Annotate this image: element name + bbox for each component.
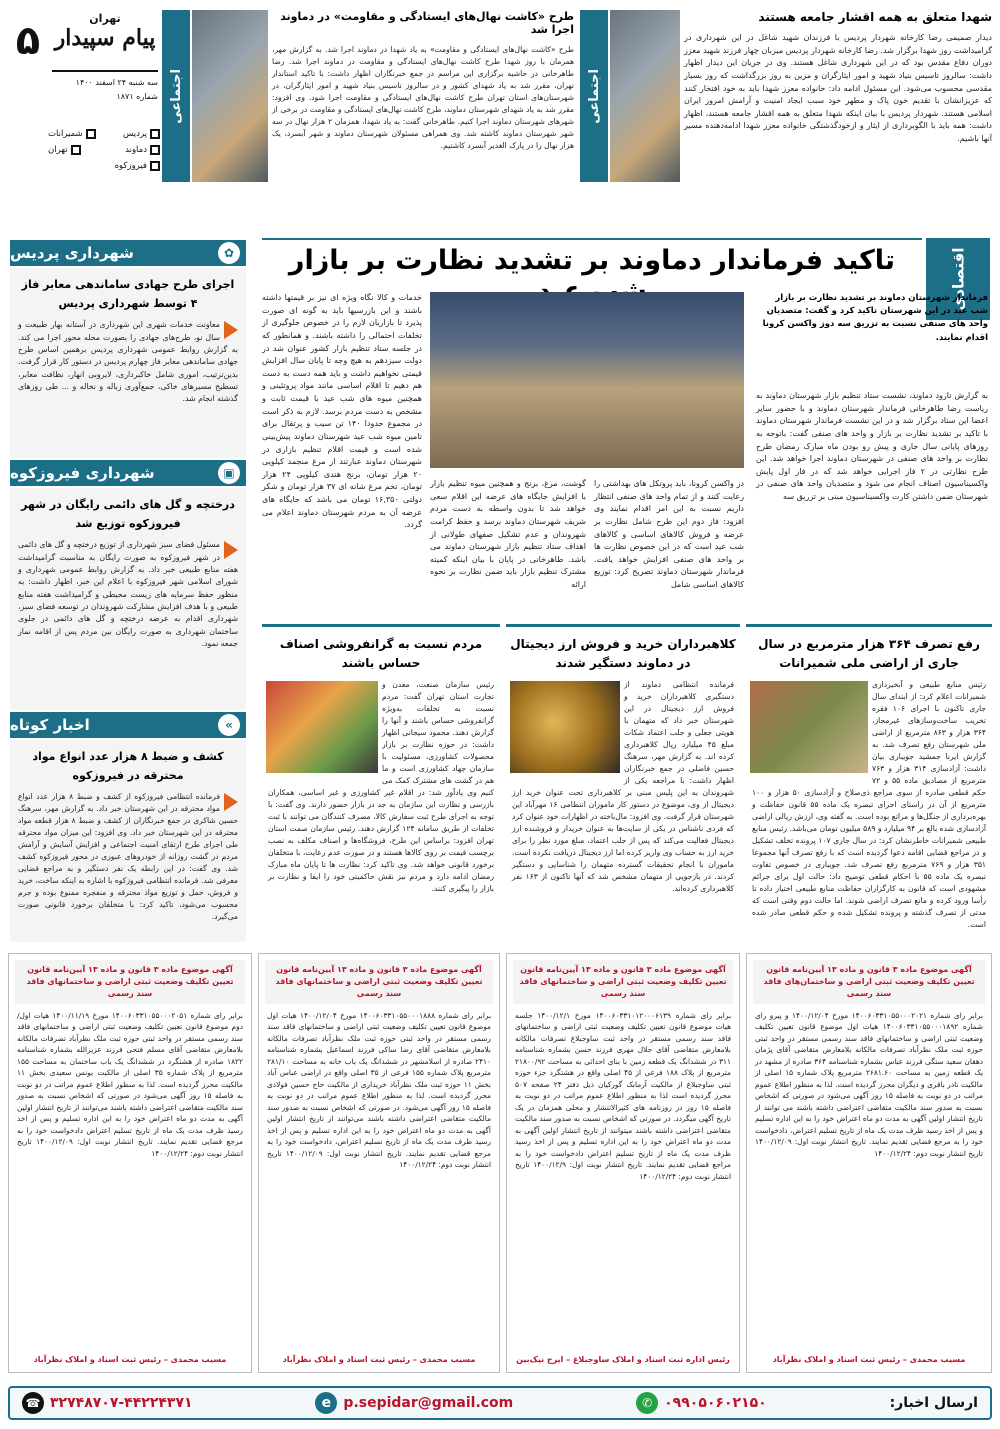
lead-headline: تاکید فرماندار دماوند بر تشدید نظارت بر بازار bbox=[288, 245, 896, 276]
headline: درختچه و گل های دائمی رایگان در شهر فیروزکوه توزیع شد bbox=[21, 498, 235, 530]
sidebar-news-box bbox=[10, 740, 246, 942]
body-text: طرح «کاشت نهال‌های ایستادگی و مقاومت» به یاد شهدا در دماوند اجرا شد. به گزارش مهر، همزمان با روز شهدا طرح کاشت نهال‌های ایستادگی و مقاومت در دماوند اجرا شد. رضا طاهرخانی در حاشیه برگزاری این مراسم در جمع خبرنگاران اظهار داشت: با تاکید استاندار تهران، مقرر شد به یاد شهدای کشور و در سالروز تاسیس بنیاد شهید و امور ایثارگران، در شهرستان‌های استان تهران طرح کاشت نهال‌های ایستادگی و مقاومت اجرا شود. وی افزود: مقرر شد به یاد شهدای شهرستان دماوند، طرح کاشت نهال‌های ایستادگی و مقاومت در برخی از شهرهای شهرستان دماوند اجرا کنیم. طاهرخانی گفت: به یاد شهدا، همزمان ۲ هزار نهال در سه شهر شهرستان دماوند کاشته شد. وی همراهی مسئولان شهرستان دماوند و شهر آبسرد، یک هزار نهال را در پارک الغدیر آبسرد کاشتیم. bbox=[272, 45, 574, 150]
ad-signature: مسیب محمدی – رئیس ثبت اسناد و املاک نظرآباد bbox=[772, 1355, 966, 1364]
email-icon: e bbox=[315, 1392, 337, 1414]
issue-number: شماره ۱۸۷۱ bbox=[116, 92, 158, 101]
region-pardis: پردیس bbox=[123, 126, 160, 142]
ad-signature: مسیب محمدی – رئیس ثبت اسناد و املاک نظرآباد bbox=[282, 1355, 476, 1364]
sub-story-1-photo bbox=[750, 681, 868, 773]
headline: اجرای طرح جهادی ساماندهی معابر فاز ۴ توسط شهرداری پردیس bbox=[21, 278, 235, 310]
firuzkuh-logo-icon: ▣ bbox=[218, 462, 240, 484]
page-number: ۵ bbox=[15, 18, 41, 64]
pardis-logo-icon: ✿ bbox=[218, 242, 240, 264]
section-label: اجتماعی bbox=[168, 68, 184, 124]
email-address[interactable]: p.sepidar@gmail.com bbox=[343, 1395, 514, 1411]
sidebar-header-news bbox=[10, 712, 246, 738]
lead-col-3: گوشت، مرغ، برنج و همچنین میوه تنظیم بازار با افزایش جایگاه های عرضه این اقلام سعی خواهد شد تا بدون واسطه به دست مردم شریف شهرستان دماوند برسد و حفظ کرامت شهروندان و عدم تشکیل صفهای طولانی از اهداف ستاد تنظیم بازار شهرستان دماوند می باشد. طاهرخانی در پایان با بیان اینکه کمیته مشترک تنظیم بازار باید ضمن نظارت بر نحوه ارائه bbox=[430, 479, 586, 589]
news-icon: » bbox=[218, 714, 240, 736]
lead-col-2: دز واکسن کرونا، باید پروتکل های بهداشتی را رعایت کنند و از تمام واحد های صنفی انتظار داریم نسبت به این امر اقدام نمایند وی افزود: فاز دوم این طرح شامل نظارت بر عرضه و فروش کالاهای اساسی و کالاهای شب عید است که در این خصوص نظارت ها بر واحد های صنفی افزایش خواهد یافت. فرماندار شهرستان دماوند تصریح کرد: توزیع کالاهای اساسی شامل bbox=[594, 479, 744, 589]
ad-title: آگهی موضوع ماده ۳ قانون و ماده ۱۳ آیین‌نامه قانون تعیین تکلیف وضعیت ثبتی اراضی و ساختمان‌های فاقد سند رسمی bbox=[753, 960, 985, 1004]
ad-body: برابر رای شماره ۱۴۰۰۶۰۳۳۱۰۵۵۰۰۰۲۰۲۱ مورخ ۱۴۰۰/۱۲/۰۴ و پیرو رای شماره ۱۴۰۰۶۰۳۳۱۰۵۵۰۰۰۱۸۹۲ هیات اول موضوع قانون تعیین تکلیف وضعیت ثبتی اراضی و ساختمانهای فاقد سند رسمی مستقر در واحد ثبتی حوزه ثبت ملک نظرآباد تصرفات مالکانه بلامعارض متقاضی آقای پژمان دهقان سعید ستگی فرزند عباس بشماره شناسنامه ۳۶۴ صادره از مشهد در یک قطعه زمین به مساحت ۲۶۸۱.۶۰ مترمربع پلاک شماره ۱۵ اصلی از مالکیت نادر باقری و دیگران محرز گردیده است. لذا به منظور اطلاع عموم مراتب در دو نوبت به فاصله ۱۵ روز آگهی می‌شود در صورتی که اشخاص نسبت به صدور سند مالکیت متقاضی اعتراضی داشته باشند می توانند از تاریخ انتشار اولین آگهی به مدت دو ماه اعتراض خود را به این اداره تسلیم و پس از اخذ رسید ظرف مدت یک ماه از تاریخ تسلیم اعتراض، دادخواست خود را به مرجع قضایی تقدیم نمایند. تاریخ انتشار نوبت اول: ۱۴۰۰/۱۲/۰۹ تاریخ انتشار نوبت دوم: ۱۴۰۰/۱۲/۲۴ bbox=[755, 1011, 984, 1158]
section-bar-social-2 bbox=[162, 10, 190, 182]
logo-small-text: تهران bbox=[89, 12, 121, 25]
logo bbox=[52, 12, 158, 72]
lead-col-4: خدمات و کالا نگاه ویژه ای نیز بر قیمتها داشته باشند و این بازرسیها باید به گونه ای صورت پذیرد تا بازاریان لازم را در خصوص جلوگیری از تخلفات احتمالی را داشته باشند. و همانطور که در جلسه ستاد تنظیم بازار کشور عنوان شد در دولت سیزدهم به هیچ وجه تا پایان سال افزایش قیمتی نخواهیم داشت و باید همه دست به دست هم دهیم تا اقلام اساسی مانند مواد پروتئینی و همچنین میوه های شب عید با قیمت ثابت و مشخص به دست مردم برسد. لازم به ذکر است در مجموع حدودا ۱۴۰ تن سیب و پرتقال برای تامین میوه شب عید شهرستان دماوند پیش‌بینی شده است و قیمت اقلام تنظیم بازاری در شهرستان دماوند عبارتند از مرغ منجمد کیلویی ۲۰ هزار تومان، برنج هندی کیلویی ۲۴ هزار تومان، تخم مرغ شانه ای ۳۷ هزار تومان و شکر دولتی ۱۶,۳۵۰ تومان می باشد که جایگاه های عرضه آن به مردم شهرستان دماوند اعلام می گردد. bbox=[262, 293, 422, 530]
body-text: مسئول فضای سبز شهرداری از توزیع درختچه و گل های دائمی در شهر فیروزکوه به صورت رایگان به مناسبت گرامیداشت هفته منابع طبیعی خبر داد. به گزارش روابط عمومی شهرداری و شورای اسلامی شهر فیروزکوه با اعلام این خبر، اظهار داشت: به منظور حفظ سرمایه های زیست محیطی و گرامیداشت هفته منابع طبیعی و با هدف افزایش مشارکت شهروندان در توسعه فضای سبز، شهرداری اقدام به عرضه درختچه و گل های دائمی در جلوی ساختمان شهرداری به صورت رایگان بین مردم پس از اقامه نماز جمعه نمود. bbox=[18, 540, 238, 648]
phone-number[interactable]: ۳۲۷۴۸۷۰۷-۴۴۲۲۴۳۷۱ bbox=[50, 1395, 193, 1411]
issue-date: سه شنبه ۲۴ اسفند ۱۴۰۰ bbox=[75, 78, 158, 87]
masthead bbox=[8, 8, 160, 188]
top-story-2 bbox=[272, 10, 574, 182]
region-tehran: تهران bbox=[48, 142, 81, 158]
section-bar-social-1 bbox=[580, 10, 608, 182]
lead-headline-rule bbox=[262, 238, 922, 240]
body-text: دیدار صمیمی رضا کارخانه شهردار پردیس با فرزندان شهید شاغل در این شهرداری در گرامیداشت روز شهدا برگزار شد. رضا کارخانه شهردار پردیس میزبان چهار فرزند شهید معزز دوران دفاع مقدس بود که در این شهرداری شاغل هستند. وی در جریان این دیدار اظهار داشت: سالروز تاسیس بنیاد شهید و امور ایثارگران و مزین به روز بزرگداشت که روز بسیار مقدسی محسوب می‌شود. این مسئول ادامه داد: خانواده معزز شهدا باید به خود افتخار کنند که عزیزانشان با تقدیم خون پاک و مطهر خود سبب ایجاد امنیت و آرامش امروز ایران اسلامی هستند. شهردار پردیس با بیان اینکه شهدا متعلق به همه اقشار جامعه هستند، اظهار داشت: همه باید با الگوبرداری از ایثار و ازخودگذشتگی خانواده معزز شهدا ادامه‌دهنده مسیر آنها باشیم. bbox=[684, 33, 992, 143]
region-shemiranat: شمیرانات bbox=[48, 126, 96, 142]
footer-label: ارسال اخبار: bbox=[889, 1395, 978, 1411]
sub-story-1 bbox=[746, 624, 992, 942]
top-story-2-photo bbox=[192, 10, 268, 182]
region-damavand: دماوند bbox=[125, 142, 160, 158]
lead-intro: فرماندار شهرستان دماوند بر تشدید نظارت بر بازار شب عید در این شهرستان تاکید کرد و گفت: متصدیان واحد های صنفی نسبت به تزریق سه دوز واکسن کرونا اقدام نمایند. bbox=[762, 293, 988, 343]
top-story-1 bbox=[684, 10, 992, 182]
body-text: فرمانده انتظامی دماوند از دستگیری کلاهبرداران خرید و فروش ارز دیجیتال در این شهرستان خبر داد که متهمان با هویتی جعلی و جلب اعتماد شکات مبلغ ۴۵ میلیارد ریال کلاهبرداری کرده اند. به گزارش مهر، سرهنگ حسین فاضلی در جمع خبرنگاران اظهار داشت: با مراجعه یکی از شهروندان به این پلیس مبنی بر کلاهبرداری تحت عنوان خرید ارز دیجیتال از وی، موضوع در دستور کار ماموران انتظامی ۱۶ مهرآباد این شهرستان قرار گرفت. وی افزود: مال‌باخته در اظهارات خود عنوان کرد که فردی ناشناس در یکی از سایت‌ها به عنوان خریدار و فروشنده ارز دیجیتال فعالیت می‌کند که پس از جلب اعتماد، مبلغ مورد نظر را برای خرید ارز به حساب وی واریز کرده اما ارز دیجیتال دریافت نکرده است. ماموران با انجام تحقیقات گسترده متهمان را شناسایی و دستگیر کردند. در بازجویی از متهمان مشخص شد که آنها تاکنون از ۱۶۳ نفر کلاهبرداری کرده‌اند. bbox=[512, 680, 735, 894]
arrow-icon bbox=[224, 321, 238, 339]
arrow-icon bbox=[224, 541, 238, 559]
ad-body: برابر رای شماره ۱۴۰۰۶۰۳۳۱۰۵۵۰۰۰۱۸۸۸ مورخ ۱۴۰۰/۱۲/۰۴ هیات اول موضوع قانون تعیین تکلیف وضعیت ثبتی اراضی و ساختمانهای فاقد سند رسمی مستقر در واحد ثبتی حوزه ثبت ملک نظرآباد تصرفات مالکانه بلامعارض متقاضی آقای رضا ساکی فرزند اسماعیل بشماره شناسنامه ۲۴۱۰ صادره از اسلامشهر در ششدانگ یک باب خانه به مساحت ۲۸۱/۱۰ مترمربع پلاک شماره ۱۵۵ فرعی از ۳۵ اصلی واقع در اراضی عباس آباد بخش ۱۱ حوزه ثبت ملک نظرآباد خریداری از مالکیت حاج حسین فولادی محرز گردیده است. لذا به منظور اطلاع عموم مراتب در دو نوبت به فاصله ۱۵ روز آگهی می‌شود. در صورتی که اشخاص نسبت به صدور سند مالکیت متقاضی اعتراضی داشته باشند می‌توانند از تاریخ انتشار اولین آگهی به مدت دو ماه اعتراض خود را به این اداره تسلیم و پس از اخذ رسید ظرف مدت یک ماه از تاریخ تسلیم اعتراض، دادخواست خود را به مرجع قضایی تقدیم نمایند. تاریخ انتشار نوبت اول: ۱۴۰۰/۱۲/۰۹ تاریخ انتشار نوبت دوم: ۱۴۰۰/۱۲/۲۴ bbox=[267, 1011, 492, 1170]
sidebar-title: اخبار کوتاه bbox=[10, 716, 90, 734]
mobile-number[interactable]: ۰۹۹۰۵۰۶۰۲۱۵۰ bbox=[664, 1395, 767, 1411]
body-text: رئیس منابع طبیعی و آبخیزداری شمیرانات اعلام کرد: از ابتدای سال جاری تاکنون با اجرای ۱۰۶ فقره تخریب ساخت‌وسازهای غیرمجاز، ۳۶۴ هزار و ۸۶۳ مترمربع از اراضی ملی شهرستان رفع تصرف شد. به گزارش ایرنا جمشید جویباری بیان داشت: آزادسازی ۳۱۴ هزار و ۷۶۳ مترمربع از مصادیق ماده ۵۵ و ۷۲ حکم قطعی صادره از سوی مراجع ذی‌صلاح و آزادسازی ۵۰ هزار و ۱۰۰ مترمربع از آن در راستای اجرای تبصره یک ماده ۵۵ قانون حفاظت و بهره‌برداری از جنگل‌ها و مراتع بوده است. به گفته وی، ارزش ریالی اراضی آزادسازی شده بالغ بر ۹۴ میلیارد و ۵۸۹ میلیون تومان می‌باشد. رئیس منابع طبیعی شمیرانات خاطرنشان کرد: در سال جاری ۱۰۷ پرونده تخلف تشکیل و در مراجع قضایی اقامه دعوا گردیده است که با رفع تصرف آنها مجموعا ۳۵۱ هزار و ۷۶۹ مترمربع رفع تصرف شد. جویباری در خصوص تفاوت تبصره یک ماده ۵۵ با احکام قطعی توضیح داد: حالت اول برای جرائم مشهودی است که قانون به کارگزاران حفاظت منابع طبیعی اختیار داده تا رأسا ورود کرده و مانع تصرف اراضی شوند. اما حالت دوم وقتی است که مدتی از تصرف گذشته و پرونده تشکیل شده و حکم قطعی صادر شده است. bbox=[752, 680, 987, 930]
ad-title: آگهی موضوع ماده ۳ قانون و ماده ۱۳ آیین‌نامه قانون تعیین تکلیف وضعیت ثبتی اراضی و ساختمانهای فاقد سند رسمی bbox=[513, 960, 733, 1004]
section-label: اجتماعی bbox=[586, 68, 602, 124]
ad-signature: مسیب محمدی – رئیس ثبت اسناد و املاک نظرآباد bbox=[33, 1355, 227, 1364]
ad-title: آگهی موضوع ماده ۳ قانون و ماده ۱۳ آیین‌نامه قانون تعیین تکلیف وضعیت ثبتی اراضی و ساختمانهای فاقد سند رسمی bbox=[15, 960, 245, 1004]
sidebar-pardis-box bbox=[10, 268, 246, 458]
lead-col-1: به گزارش تارود دماوند، نشست ستاد تنظیم بازار شهرستان دماوند به ریاست رضا طاهرخانی فرماندار شهرستان دماوند و با حضور سایر اعضا این ستاد برگزار شد و در این نشست فرماندار شهرستان دماوند با تاکید بر تشدید نظارت بر بازار و واحد های صنفی گفت: باتوجه به روزهای پایانی سال جاری و پیش رو بودن ماه مبارک رمضان طرح نظارت بر واحد های صنفی در شهرستان دماوند اجرا خواهد شد. این طرح نظارتی در ۲ فاز اجرایی خواهد شد که در فاز اول پایش واکسیناسیون اصناف انجام می شود و متصدیان واحد های صنفی در شهرستان ضمن داشتن کارت واکسیناسیون مبنی بر تزریق سه bbox=[756, 391, 989, 501]
top-story-1-photo bbox=[610, 10, 680, 182]
ad-body: برابر رای شماره ۱۴۰۰۶۰۳۳۱۰۱۲۰۰۰۶۱۳۹ مورخ ۱۴۰۰/۱۲/۱ جلسه هیات موضوع قانون تعیین تکلیف وضعیت ثبتی اراضی و ساختمانهای فاقد سند رسمی مستقر در واحد ثبت ساوجبلاغ تصرفات مالکانه بلامعارض متقاضی آقای جلال مهری فرزند حسن بشماره شناسنامه ۳۱۱ در ششدانگ یک قطعه زمین با بنای احداثی به مساحت ۲۱۸۰۰/۹۲ مترمربع از پلاک ۱۸۸ فرعی از ۴۵ اصلی واقع در هشتگرد جزء حوزه ثبتی ساوجبلاغ از مالکیت آرمانک گورکیان ذیل دفتر ۲۴ صفحه ۵۰۷ محرز گردیده است لذا به منظور اطلاع عموم مراتب در دو نوبت به فاصله ۱۵ روز در روزنامه های کثیرالانتشار و محلی همزمان در یک تاریخ آگهی میگردد. در صورتی که اشخاص نسبت به صدور سند مالکیت متقاضی اعتراضی داشته باشند میتوانند از تاریخ انتشار اولین آگهی به مدت دو ماه اعتراض خود را به این اداره تسلیم و پس از اخذ رسید ظرف مدت یک ماه از تاریخ تسلیم اعتراض دادخواست خود را به مراجع قضایی تقدیم نمایند. تاریخ انتشار نوبت اول: ۱۴۰۰/۱۲/۹ تاریخ انتشار نوبت دوم: ۱۴۰۰/۱۲/۲۴ bbox=[515, 1011, 732, 1181]
legal-ad-4 bbox=[8, 953, 252, 1373]
phone-icon: ☎ bbox=[22, 1392, 44, 1414]
body-text: فرمانده انتظامی فیروزکوه از کشف و ضبط ۸ هزار عدد انواع مواد محترقه در این شهرستان خبر داد. به گزارش مهر، سرهنگ حسین شاکری در جمع خبرنگاران از کشف و ضبط ۸ هزار قطعه مواد محترقه در این شهرستان خبر داد. وی افزود: این میزان مواد محترقه طی اجرای طرح ارتقای امنیت اجتماعی و افزایش آسایش و آرامش مردم در گشت روزانه از خودروهای عبوری در محور فیروزکوه کشف شد. وی گفت: در این رابطه یک نفر دستگیر و به مراجع قضایی معرفی شد. فرمانده انتظامی فیروزکوه با اشاره به اینکه ساخت، خرید و فروش، حمل و توزیع مواد محترقه و منفجره ممنوع بوده و جرم محسوب می‌شود، تاکید کرد: با متخلفان برخورد قانونی صورت می‌گیرد. bbox=[18, 792, 238, 922]
arrow-icon bbox=[224, 793, 238, 811]
body-text: معاونت خدمات شهری این شهرداری در آستانه بهار طبیعت و سال نو، طرح‌های جهادی را بصورت محله محور اجرا می کند. به گزارش روابط عمومی شهرداری پردیس برهمین اساس طرح جهادی ساماندهی معابر فاز چهارم پردیس در دستور کار قرار گرفت. بدین‌ترتیب، اموری شامل خاکبرداری، لایروبی انهار، نظافت معابر، تسطیح مسیرهای خاکی، جمع‌آوری زباله و نخاله و ... طی روزهای گذشته انجام شد. bbox=[18, 320, 238, 404]
lead-photo bbox=[430, 292, 744, 468]
ad-title: آگهی موضوع ماده ۳ قانون و ماده ۱۳ آیین‌نامه قانون تعیین تکلیف وضعیت ثبتی اراضی و ساختمانهای فاقد سند رسمی bbox=[265, 960, 493, 1004]
sidebar-header-firuzkuh bbox=[10, 460, 246, 486]
region-list bbox=[48, 126, 160, 174]
whatsapp-icon: ✆ bbox=[636, 1392, 658, 1414]
sidebar-title: شهرداری فیروزکوه bbox=[10, 464, 155, 482]
sub-story-3-photo bbox=[266, 681, 378, 773]
sub-story-3 bbox=[262, 624, 500, 942]
legal-ad-1 bbox=[746, 953, 992, 1373]
ad-body: برابر رای شماره ۱۴۰۰۶۰۳۳۱۰۵۵۰۰۰۲۰۵۱ مورخ ۱۴۰۰/۱۱/۱۹ هیات اول/دوم موضوع قانون تعیین تکلیف وضعیت ثبتی اراضی و ساختمانهای فاقد سند رسمی مستقر در واحد ثبتی حوزه ثبت ملک نظرآباد تصرفات مالکانه بلامعارض متقاضی آقای مسلم فتحی فرزند عزیزالله بشماره شناسنامه ۱۸۲۲ صادره از هشتگرد در ششدانگ یک باب ساختمان به مساحت ۱۵۵ مترمربع از پلاک شماره ۳۵ اصلی از مالکیت یونس سعیدی بخش ۱۱ مالکیت محرز گردیده است. لذا به منظور اطلاع عموم مراتب در دو نوبت به فاصله ۱۵ روز آگهی می‌شود در صورتی که اشخاص نسبت به صدور سند مالکیت متقاضی اعتراضی داشته باشند می‌توانند از تاریخ انتشار اولین آگهی به مدت دو ماه اعتراض خود را به این اداره تسلیم و پس از اخذ رسید ظرف مدت یک ماه از تاریخ تسلیم اعتراض دادخواست خود را به مرجع قضایی تقدیم نمایند. تاریخ انتشار نوبت اول: ۱۴۰۰/۱۲/۰۹ تاریخ انتشار نوبت دوم: ۱۴۰۰/۱۲/۲۴ bbox=[17, 1011, 243, 1158]
headline: کشف و ضبط ۸ هزار عدد انواع مواد محترقه در فیروزکوه bbox=[32, 750, 224, 782]
headline: کلاهبرداران خرید و فروش ارز دیجیتال در دماوند دستگیر شدند bbox=[510, 637, 736, 671]
footer-bar bbox=[8, 1386, 992, 1420]
headline: شهدا متعلق به همه اقشار جامعه هستند bbox=[758, 10, 992, 24]
sidebar-header-pardis bbox=[10, 240, 246, 266]
sidebar-title: شهرداری پردیس bbox=[10, 244, 134, 262]
ad-signature: رئیس اداره ثبت اسناد و املاک ساوجبلاغ – ایرج نیک‌بین bbox=[516, 1355, 730, 1364]
section-label: اقتصادی bbox=[949, 247, 968, 311]
headline: رفع تصرف ۳۶۴ هزار مترمربع در سال جاری از اراضی ملی شمیرانات bbox=[758, 637, 980, 671]
sub-story-2 bbox=[506, 624, 740, 942]
sidebar-firuzkuh-box bbox=[10, 488, 246, 710]
region-firuzkuh: فیروزکوه bbox=[115, 161, 160, 171]
legal-ad-2 bbox=[506, 953, 740, 1373]
sub-story-2-photo bbox=[510, 681, 620, 773]
logo-main-text: پیام سپیدار bbox=[54, 25, 156, 51]
headline: طرح «کاشت نهال‌های ایستادگی و مقاومت» در دماوند اجرا شد bbox=[280, 10, 574, 36]
body-text: رئیس سازمان صنعت، معدن و تجارت استان تهران گفت: مردم نسبت به تخلفات به‌ویژه گرانفروشی حساس باشند و آنها را گزارش دهند. محمود سیجانی اظهار داشت: در حوزه نظارت بر بازار محصولات کشاورزی، مسئولیت با سازمان جهاد کشاورزی است و ما هم در گشت های مشترک کمک می کنیم وی یادآور شد: در اقلام غیر کشاورزی و غیر اساسی، همکاران بازرسی و نظارت این سازمان به جد در بازار حضور دارند. وی گفت: با توجه به اجرای طرح ثبت سفارش کالا، مصرف کنندگان می توانند با ثبت تخلفات از طریق سامانه ۱۲۴ گزارش دهند. رئیس سازمان صمت استان تهران افزود: براساس این طرح، فروشگاه‌ها و اصناف مکلف به نصب برچسب قیمت بر روی کالاها هستند و در صورت عدم رعایت، با متخلفان برخورد قانونی خواهد شد. وی تاکید کرد: نظارت ها تا پایان ماه مبارک رمضان ادامه دارد و مردم نیز نقش حاکمیتی خود را ایفا و نظارت بر بازار را پیگیری کنند. bbox=[268, 680, 494, 894]
legal-ad-3 bbox=[258, 953, 500, 1373]
headline: مردم نسبت به گرانفروشی اصناف حساس باشند bbox=[279, 637, 483, 671]
